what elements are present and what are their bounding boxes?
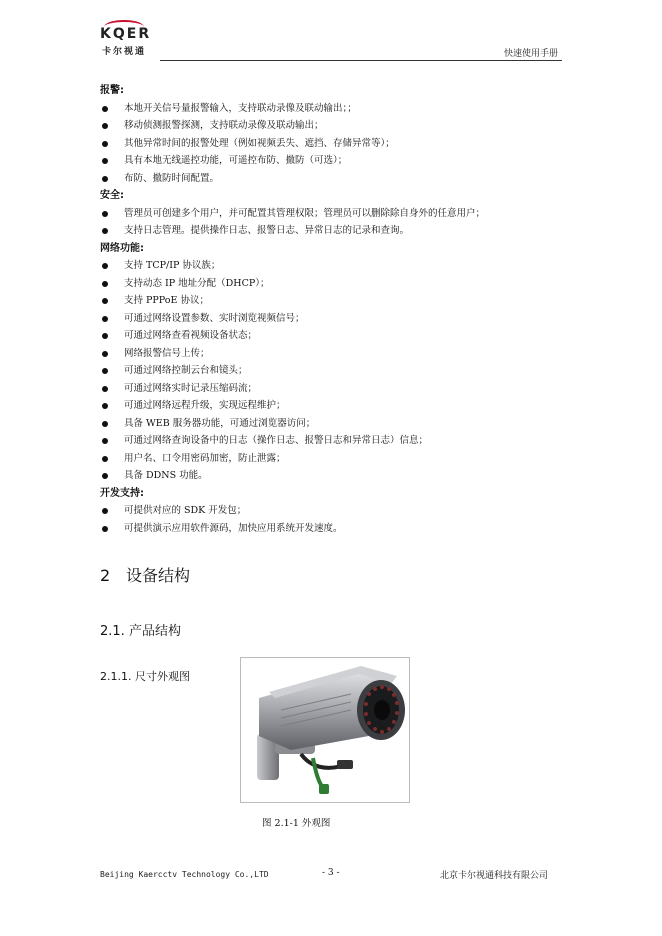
list-item-text: 可通过网络查询设备中的日志（操作日志、报警日志和异常日志）信息；	[124, 435, 429, 446]
list-item-text: 支持 TCP/IP 协议族；	[124, 260, 221, 271]
list-item	[100, 135, 570, 153]
list-item	[100, 310, 570, 328]
bullet-icon	[102, 211, 108, 217]
header-divider	[160, 60, 562, 61]
chapter-heading	[100, 563, 190, 586]
list-item	[100, 380, 570, 398]
list-item	[100, 170, 570, 188]
bullet-icon	[102, 281, 108, 287]
list-item	[100, 450, 570, 468]
list-item-text: 可通过网络控制云台和镜头；	[124, 365, 248, 376]
bullet-icon	[102, 403, 108, 409]
bullet-icon	[102, 351, 108, 357]
section-title: 开发支持:	[100, 487, 144, 499]
list-item	[100, 100, 570, 118]
list-item	[100, 397, 570, 415]
list-item	[100, 415, 570, 433]
list-item	[100, 345, 570, 363]
list-item	[100, 275, 570, 293]
list-item	[100, 467, 570, 485]
list-item	[100, 502, 570, 520]
subsubsection-heading: 2.1.1. 尺寸外观图	[100, 670, 190, 683]
bullet-icon	[102, 316, 108, 322]
bullet-icon	[102, 386, 108, 392]
list-item-text: 可通过网络设置参数、实时浏览视频信号；	[124, 312, 305, 324]
list-item	[100, 362, 570, 380]
bullet-icon	[102, 263, 108, 269]
list-item-text: 具有本地无线遥控功能，可遥控布防、撤防（可选）；	[124, 155, 348, 166]
list-item	[100, 520, 570, 538]
list-item-text: 其他异常时间的报警处理（例如视频丢失、遮挡、存储异常等）；	[124, 137, 395, 149]
section-title: 网络功能:	[100, 242, 144, 254]
list-item	[100, 432, 570, 450]
list-item-text: 具备 WEB 服务器功能，可通过浏览器访问；	[124, 417, 316, 429]
bullet-icon	[102, 228, 108, 234]
chapter-number: 2	[100, 566, 111, 585]
bullet-icon	[102, 158, 108, 164]
bullet-icon	[102, 368, 108, 374]
list-item-text: 布防、撤防时间配置。	[124, 172, 220, 184]
bullet-icon	[102, 421, 108, 427]
feature-list	[100, 82, 570, 537]
bullet-icon	[102, 333, 108, 339]
list-item-text: 支持 PPPoE 协议；	[124, 295, 209, 306]
list-item	[100, 327, 570, 345]
list-item-text: 可通过网络远程升级，实现远程维护；	[124, 400, 286, 411]
footer-page-number: - 3 -	[322, 868, 340, 878]
list-item	[100, 222, 570, 240]
list-item	[100, 152, 570, 170]
bullet-icon	[102, 123, 108, 129]
list-item	[100, 292, 570, 310]
bullet-icon	[102, 438, 108, 444]
list-item-text: 支持动态 IP 地址分配（DHCP）；	[124, 277, 270, 289]
list-item-text: 可提供对应的 SDK 开发包；	[124, 505, 247, 516]
list-item-text: 本地开关信号量报警输入，支持联动录像及联动输出；；	[124, 102, 357, 114]
company-logo	[100, 24, 160, 58]
list-item-text: 具备 DDNS 功能。	[124, 470, 208, 481]
list-item	[100, 205, 570, 223]
list-item-text: 支持日志管理。提供操作日志、报警日志、异常日志的记录和查询。	[124, 225, 410, 236]
logo-text: KQER	[100, 26, 152, 42]
bullet-icon	[102, 526, 108, 532]
bullet-icon	[102, 298, 108, 304]
chapter-title: 设备结构	[126, 566, 191, 585]
camera-figure	[240, 657, 410, 803]
bullet-icon	[102, 508, 108, 514]
list-item	[100, 117, 570, 135]
list-item-text: 移动侦测报警探测，支持联动录像及联动输出；	[124, 120, 324, 131]
list-item-text: 管理员可创建多个用户，并可配置其管理权限；管理员可以删除除自身外的任意用户；	[124, 207, 486, 219]
bullet-icon	[102, 106, 108, 112]
bullet-icon	[102, 473, 108, 479]
camera-illustration	[241, 658, 409, 802]
list-item-text: 可通过网络查看视频设备状态；	[124, 330, 258, 341]
list-item-text: 网络报警信号上传；	[124, 347, 210, 359]
section-title: 安全:	[100, 190, 124, 201]
section-title: 报警:	[100, 85, 124, 96]
header-title: 快速使用手册	[503, 49, 558, 59]
footer-company-en: Beijing Kaercctv Technology Co.,LTD	[100, 870, 269, 879]
bullet-icon	[102, 176, 108, 182]
bullet-icon	[102, 456, 108, 462]
page-header	[100, 24, 562, 61]
list-item-text: 用户名、口令用密码加密，防止泄露；	[124, 452, 286, 464]
list-item-text: 可提供演示应用软件源码，加快应用系统开发速度。	[124, 522, 343, 534]
logo-chinese-text: 卡尔视通	[102, 47, 147, 57]
list-item-text: 可通过网络实时记录压缩码流；	[124, 382, 258, 394]
subsection-heading: 2.1. 产品结构	[100, 624, 181, 639]
figure-caption: 图 2.1-1 外观图	[262, 818, 331, 829]
footer-company-cn: 北京卡尔视通科技有限公司	[440, 871, 549, 881]
bullet-icon	[102, 141, 108, 147]
list-item	[100, 257, 570, 275]
